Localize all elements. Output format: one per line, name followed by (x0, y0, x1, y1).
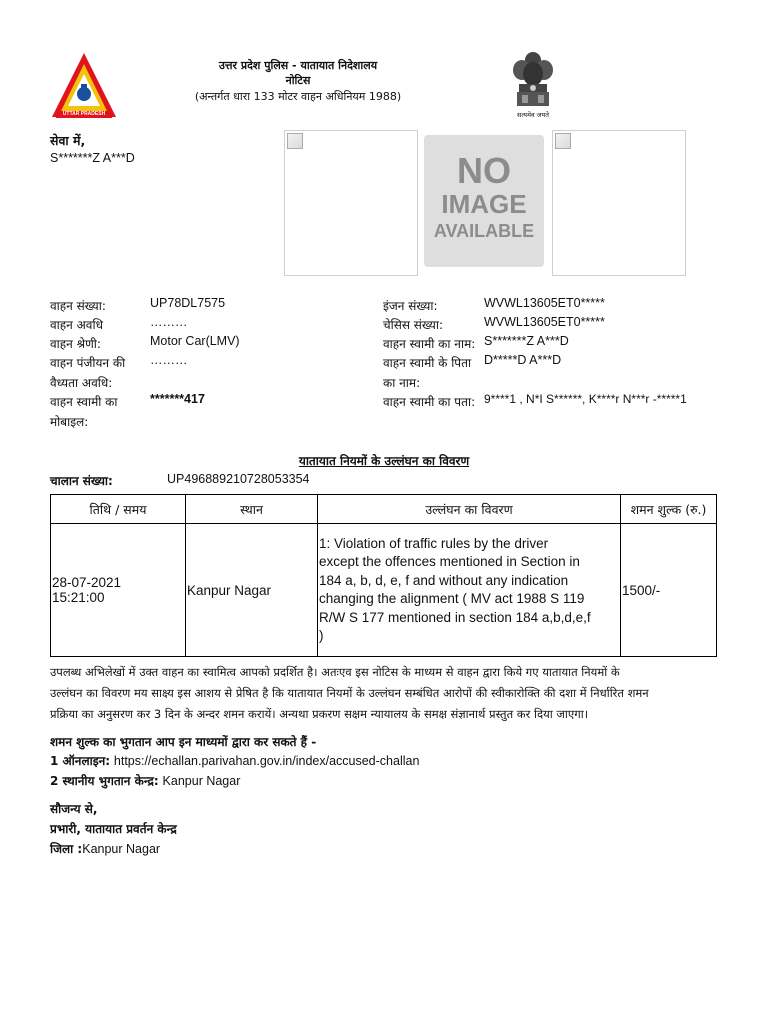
col-date-time: तिथि / समय (51, 495, 186, 524)
payment-online (50, 752, 419, 769)
vehicle-class: Motor Car(LMV) (150, 334, 240, 348)
no-image-line1: NO (457, 150, 511, 191)
salutation: सेवा में, (50, 133, 86, 148)
broken-image-icon (287, 133, 303, 149)
engine-number: WVWL13605ET0***** (484, 296, 605, 310)
challan-number: UP496889210728053354 (167, 472, 310, 486)
local-label: 2 स्थानीय भुगतान केन्द्र: (50, 774, 159, 788)
vehicle-period: ……… (150, 315, 188, 329)
notice-line: उपलब्ध अभिलेखों में उक्त वाहन का स्वामित्व आपको प्रदर्शित है। अतःएव इस नोटिस के माध्यम से वाहन द्वारा किये गए यातायात नियमों के (50, 665, 620, 679)
challan-number-label: चालान संख्या: (50, 474, 113, 488)
owner-name-label: वाहन स्वामी का नाम: (383, 337, 476, 351)
payment-local (50, 772, 240, 789)
header-line3: (अन्तर्गत धारा 133 मोटर वाहन अधिनियम 1988) (194, 90, 402, 103)
violation-date: 28-07-2021 (52, 575, 122, 590)
table-row (51, 524, 717, 657)
violation-description (318, 524, 621, 657)
header-line1: उत्तर प्रदेश पुलिस - यातायात निदेशालय (218, 59, 378, 72)
evidence-photo-2 (552, 130, 686, 276)
vehicle-number: UP78DL7575 (150, 296, 226, 310)
online-label: 1 ऑनलाइन: (50, 754, 111, 768)
notice-paragraph (50, 662, 730, 725)
chassis-number: WVWL13605ET0***** (484, 315, 605, 329)
owner-father-name: D*****D A***D (484, 353, 562, 367)
owner-father-label-1: वाहन स्वामी के पिता (383, 356, 472, 370)
owner-mobile-label-2: मोबाइल: (50, 415, 89, 429)
district-value: Kanpur Nagar (82, 842, 161, 856)
broken-image-icon (555, 133, 571, 149)
owner-mobile-label-1: वाहन स्वामी का (50, 395, 118, 409)
violation-place: Kanpur Nagar (186, 524, 318, 657)
traffic-directorate-logo (50, 50, 118, 122)
desc-line: 1: Violation of traffic rules by the driver (319, 535, 549, 551)
header-line2: नोटिस (285, 74, 311, 87)
owner-mobile: *******417 (150, 392, 205, 406)
desc-line: changing the alignment ( MV act 1988 S 119 (319, 591, 585, 606)
registration-label-2: वैध्यता अवधि: (50, 376, 113, 390)
violation-time: 15:21:00 (52, 590, 105, 605)
notice-line: उल्लंघन का विवरण मय साक्ष्य इस आशय से प्रेषित है कि यातायात नियमों के उल्लंघन सम्बंधित आरोपों की स्वीकारोक्ति की दशा में निर्धारित शमन (50, 686, 649, 700)
owner-address: 9****1 , N*I S******, K****r N***r -*****1 (484, 392, 687, 406)
col-fine: शमन शुल्क (रु.) (621, 495, 717, 524)
table-header-row (51, 495, 717, 524)
desc-line: R/W S 177 mentioned in section 184 a,b,d,e,f (319, 609, 591, 625)
registration-validity: ……… (150, 353, 188, 367)
chassis-number-label: चेसिस संख्या: (383, 318, 444, 332)
evidence-photo-1 (284, 130, 418, 276)
vehicle-class-label: वाहन श्रेणी: (50, 337, 101, 351)
officer-title: प्रभारी, यातायात प्रवर्तन केन्द्र (50, 822, 177, 836)
owner-name: S*******Z A***D (484, 334, 569, 348)
owner-father-label-2: का नाम: (383, 376, 421, 390)
online-payment-link[interactable]: https://echallan.parivahan.gov.in/index/accused-challan (113, 754, 420, 768)
vehicle-period-label: वाहन अवधि (50, 318, 103, 332)
no-image-line3: AVAILABLE (433, 221, 535, 241)
registration-label-1: वाहन पंजीयन की (50, 356, 126, 370)
col-description: उल्लंघन का विवरण (318, 495, 621, 524)
payment-title: शमन शुल्क का भुगतान आप इन माध्यमों द्वारा कर सकते हैं - (50, 735, 317, 749)
desc-line: 184 a, b, d, e, f and without any indication (319, 572, 569, 588)
violation-date-time (51, 524, 186, 657)
violation-table (50, 494, 717, 657)
courtesy: सौजन्य से, (50, 802, 98, 816)
desc-line: ) (319, 628, 324, 643)
notice-line: प्रक्रिया का अनुसरण कर 3 दिन के अन्दर शमन करायें। अन्यथा प्रकरण सक्षम न्यायालय के समक्ष संज्ञानार्थ प्रस्तुत कर दिया जाएगा। (50, 707, 589, 721)
violation-section-title: यातायात नियमों के उल्लंघन का विवरण (298, 454, 470, 468)
col-place: स्थान (186, 495, 318, 524)
no-image-available (424, 135, 544, 267)
no-image-line2: IMAGE (441, 189, 527, 219)
district-label: जिला : (50, 842, 83, 856)
owner-address-label: वाहन स्वामी का पता: (383, 395, 476, 409)
district (50, 840, 160, 857)
desc-line: except the offences mentioned in Section in (319, 554, 580, 569)
emblem-motto: सत्यमेव जयते (517, 111, 549, 119)
violation-fine: 1500/- (621, 524, 717, 657)
local-center: Kanpur Nagar (162, 774, 241, 788)
vehicle-number-label: वाहन संख्या: (50, 299, 106, 313)
logo-bottom-text: UTTAR PRADESH (62, 111, 106, 117)
recipient-name: S*******Z A***D (50, 151, 135, 165)
national-emblem (510, 50, 556, 120)
engine-number-label: इंजन संख्या: (383, 299, 438, 313)
